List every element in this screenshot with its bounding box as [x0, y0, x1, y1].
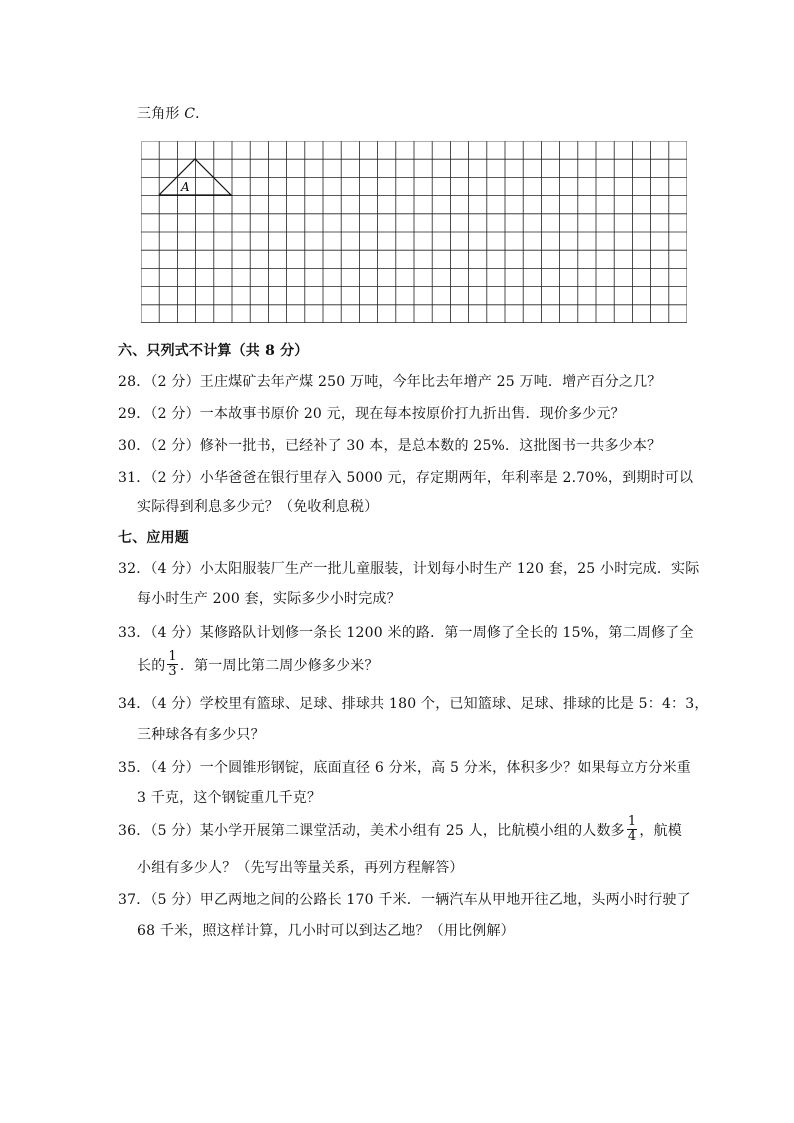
- question-34-line2: 三种球各有多少只？: [137, 727, 265, 743]
- fraction-one-quarter: [627, 815, 637, 844]
- square-grid: [141, 141, 687, 327]
- question-36-line2: 小组有多少人？（先写出等量关系，再列方程解答）: [137, 860, 464, 876]
- grid-lines: [141, 141, 687, 323]
- intro-before: 三角形: [137, 106, 185, 122]
- fraction-denominator: 3: [168, 663, 177, 679]
- grid-svg: [141, 141, 687, 323]
- q33-post: ．第一周比第二周少修多少米？: [179, 658, 379, 674]
- fraction-denominator: 4: [627, 828, 637, 844]
- intro-after: ．: [195, 106, 210, 122]
- section-7-title: 七、应用题: [118, 530, 189, 546]
- fraction-one-third: [167, 650, 177, 679]
- fraction-numerator: 1: [168, 648, 177, 664]
- triangle-a-label: A: [181, 180, 190, 194]
- question-30: 30．（2 分）修补一批书，已经补了 30 本，是总本数的 25%．这批图书一共多少本？: [118, 438, 662, 454]
- question-32-line1: 32．（4 分）小太阳服装厂生产一批儿童服装，计划每小时生产 120 套，25 小时完成．实际: [118, 561, 700, 577]
- question-32-line2: 每小时生产 200 套，实际多少小时完成？: [137, 591, 401, 607]
- q36-pre: 36．（5 分）某小学开展第二课堂活动，美术小组有 25 人，比航模小组的人数多: [118, 823, 625, 839]
- q33-pre: 长的: [137, 658, 166, 674]
- question-29: 29．（2 分）一本故事书原价 20 元，现在每本按原价打九折出售．现价多少元？: [118, 406, 625, 422]
- question-33-line2: [137, 648, 379, 684]
- question-36-line1: [118, 813, 682, 849]
- question-37-line1: 37．（5 分）甲乙两地之间的公路长 170 千米．一辆汽车从甲地开往乙地，头两小时行驶了: [118, 892, 691, 908]
- q36-post: ，航模: [639, 823, 682, 839]
- intro-text: [137, 104, 209, 124]
- question-33-line1: 33．（4 分）某修路队计划修一条长 1200 米的路．第一周修了全长的 15%，第二周修了全: [118, 625, 694, 641]
- question-31-line2: 实际得到利息多少元？（免收利息税）: [137, 499, 379, 515]
- intro-var: C: [184, 106, 196, 122]
- question-35-line2: 3 千克，这个钢锭重几千克？: [137, 790, 322, 806]
- fraction-numerator: 1: [627, 813, 637, 829]
- question-31-line1: 31．（2 分）小华爸爸在银行里存入 5000 元，存定期两年，年利率是 2.70%，到期时可以: [118, 470, 694, 486]
- question-35-line1: 35．（4 分）一个圆锥形钢锭，底面直径 6 分米，高 5 分米，体积多少？如果每立方分米重: [118, 760, 691, 776]
- section-6-title: 六、只列式不计算（共 8 分）: [118, 343, 309, 359]
- question-37-line2: 68 千米，照这样计算，几小时可以到达乙地？（用比例解）: [137, 923, 515, 939]
- question-28: 28．（2 分）王庄煤矿去年产煤 250 万吨，今年比去年增产 25 万吨．增产百分之几？: [118, 374, 662, 390]
- question-34-line1: 34．（4 分）学校里有篮球、足球、排球共 180 个，已知篮球、足球、排球的比是 5：4：3，: [118, 696, 709, 712]
